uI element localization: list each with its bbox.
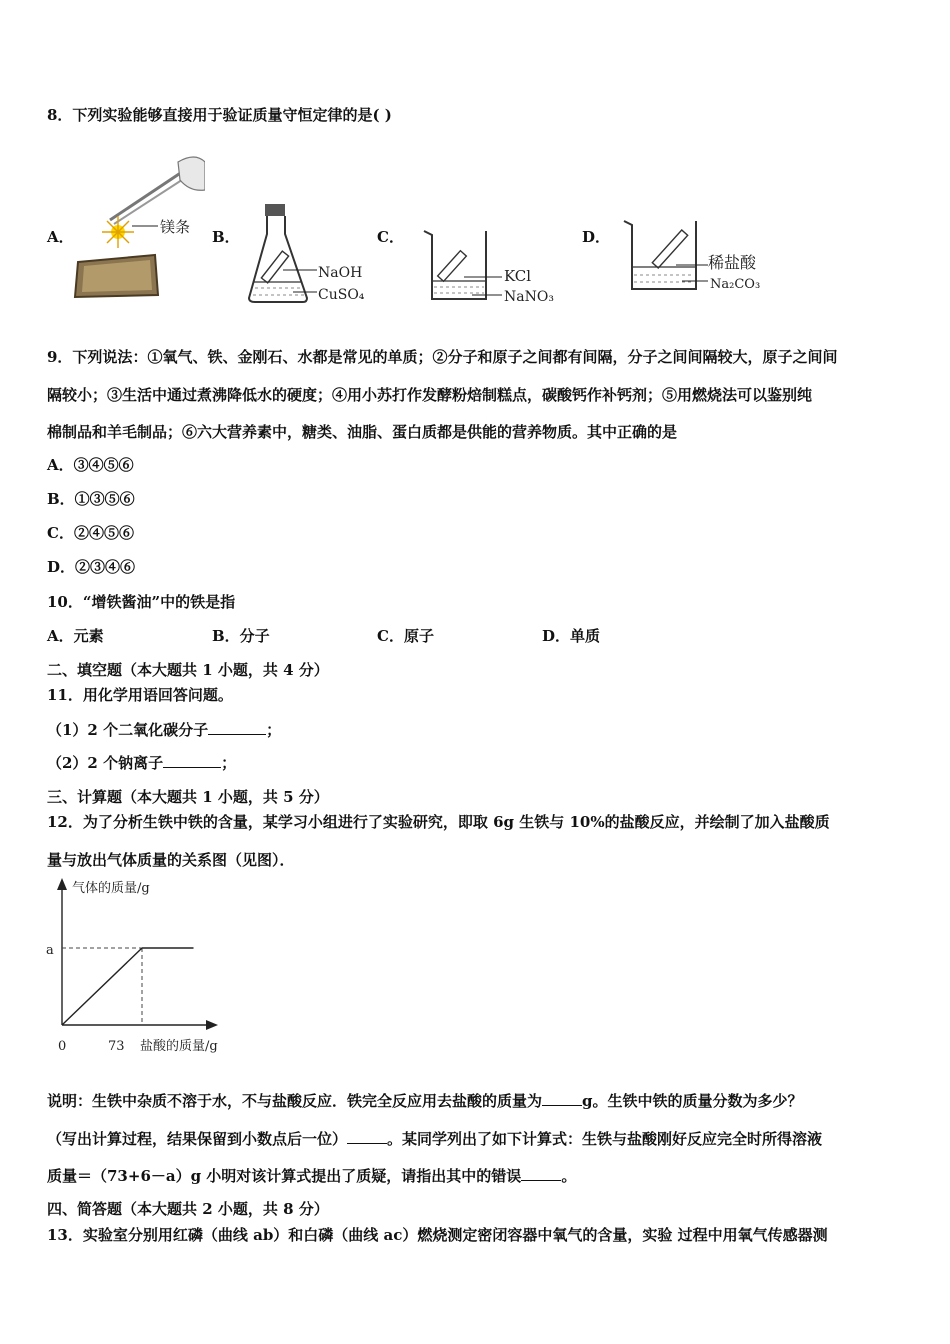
q8-figure-d (620, 215, 775, 300)
q11-part-2-blank[interactable] (163, 753, 221, 768)
q8-a-label-mg: 镁条 (160, 218, 191, 236)
q9-option-a: A．③④⑤⑥ (47, 456, 134, 474)
q12-explain-line-1 (47, 1090, 803, 1111)
q12-explain-2b: 。某同学列出了如下计算式：生铁与盐酸刚好反应完全时所得溶液 (387, 1130, 823, 1148)
q9-line-1: 9．下列说法：①氧气、铁、金刚石、水都是常见的单质；②分子和原子之间都有间隔，分子之间间隔较大，原子之间间 (47, 348, 838, 366)
q8-b-label-naoh: NaOH (318, 265, 363, 281)
q12-explain-2a: （写出计算过程，结果保留到小数点后一位） (47, 1130, 348, 1148)
q8-option-c-label: C． (377, 228, 404, 246)
chart-y-tick-a: a (46, 943, 54, 958)
q12-explain-1a: 说明：生铁中杂质不溶于水，不与盐酸反应．铁完全反应用去盐酸的质量为 (47, 1092, 543, 1110)
q8-d-label-na2co3: Na₂CO₃ (710, 277, 761, 292)
q11-part-1 (47, 719, 281, 740)
section-2-heading: 二、填空题（本大题共 1 小题，共 4 分） (47, 661, 329, 679)
q12-chart (40, 872, 255, 1060)
q12-explain-1b: g。生铁中铁的质量分数为多少？ (582, 1092, 803, 1110)
q8-option-d-label: D． (582, 228, 611, 246)
chart-x-axis-arrow (206, 1020, 218, 1030)
q8-figure-b (245, 200, 375, 310)
q12-explain-line-3 (47, 1165, 576, 1186)
q8-option-a-label: A． (47, 228, 74, 246)
q10-stem: 10．“增铁酱油”中的铁是指 (47, 593, 236, 611)
section-3-heading: 三、计算题（本大题共 1 小题，共 5 分） (47, 788, 329, 806)
q8-c-label-nano3: NaNO₃ (504, 289, 554, 305)
q8-option-b-label: B． (212, 228, 240, 246)
q9-option-b: B．①③⑤⑥ (47, 490, 135, 508)
chart-x-tick-0: 0 (58, 1039, 67, 1054)
q8-c-label-kcl: KCl (504, 267, 532, 285)
chart-y-axis-arrow (57, 878, 67, 890)
q11-part-1-text: （1）2 个二氧化碳分子 (47, 721, 209, 739)
q11-part-1-end: ； (266, 721, 282, 739)
q9-line-2: 隔较小；③生活中通过煮沸降低水的硬度；④用小苏打作发酵粉焙制糕点，碳酸钙作补钙剂；⑤用燃烧法可以鉴别纯 (47, 386, 813, 404)
q11-stem: 11．用化学用语回答问题。 (47, 686, 233, 704)
q8-figure-a (70, 150, 205, 305)
chart-x-tick-73: 73 (108, 1039, 125, 1054)
q11-part-2 (47, 752, 236, 773)
q12-explain-3b: 。 (561, 1167, 577, 1185)
q8-stem: 8．下列实验能够直接用于验证质量守恒定律的是( ) (47, 106, 392, 124)
q9-line-3: 棉制品和羊毛制品；⑥六大营养素中，糖类、油脂、蛋白质都是供能的营养物质。其中正确的是 (47, 423, 678, 441)
q11-part-2-text: （2）2 个钠离子 (47, 754, 164, 772)
chart-y-label: 气体的质量/g (72, 881, 150, 896)
q12-line-1: 12．为了分析生铁中铁的含量，某学习小组进行了实验研究，即取 6g 生铁与 10%的盐酸反应，并绘制了加入盐酸质 (47, 813, 830, 831)
chart-line-rising (62, 948, 142, 1025)
q9-option-c: C．②④⑤⑥ (47, 524, 134, 542)
q10-option-b: B．分子 (212, 627, 270, 645)
q10-option-c: C．原子 (377, 627, 434, 645)
q12-blank-fe-fraction[interactable] (347, 1129, 387, 1144)
q10-option-d: D．单质 (542, 627, 601, 645)
q8-figure-c (420, 225, 570, 310)
q13-line-1: 13．实验室分别用红磷（曲线 ab）和白磷（曲线 ac）燃烧测定密闭容器中氧气的含量，实验 过程中用氧气传感器测 (47, 1226, 828, 1244)
q8-d-label-hcl: 稀盐酸 (708, 253, 757, 272)
q12-explain-line-2 (47, 1128, 822, 1149)
chart-x-label: 盐酸的质量/g (140, 1039, 218, 1054)
q10-option-a: A．元素 (47, 627, 104, 645)
q12-blank-acid-mass[interactable] (542, 1091, 582, 1106)
q12-line-2: 量与放出气体质量的关系图（见图）． (47, 851, 295, 869)
q8-b-label-cuso4: CuSO₄ (318, 287, 365, 303)
q11-part-1-blank[interactable] (208, 720, 266, 735)
q12-explain-3a: 质量＝（73+6－a）g 小明对该计算式提出了质疑，请指出其中的错误 (47, 1167, 522, 1185)
q12-blank-error[interactable] (521, 1166, 561, 1181)
section-4-heading: 四、简答题（本大题共 2 小题，共 8 分） (47, 1200, 329, 1218)
q11-part-2-end: ； (221, 754, 237, 772)
q9-option-d: D．②③④⑥ (47, 558, 136, 576)
